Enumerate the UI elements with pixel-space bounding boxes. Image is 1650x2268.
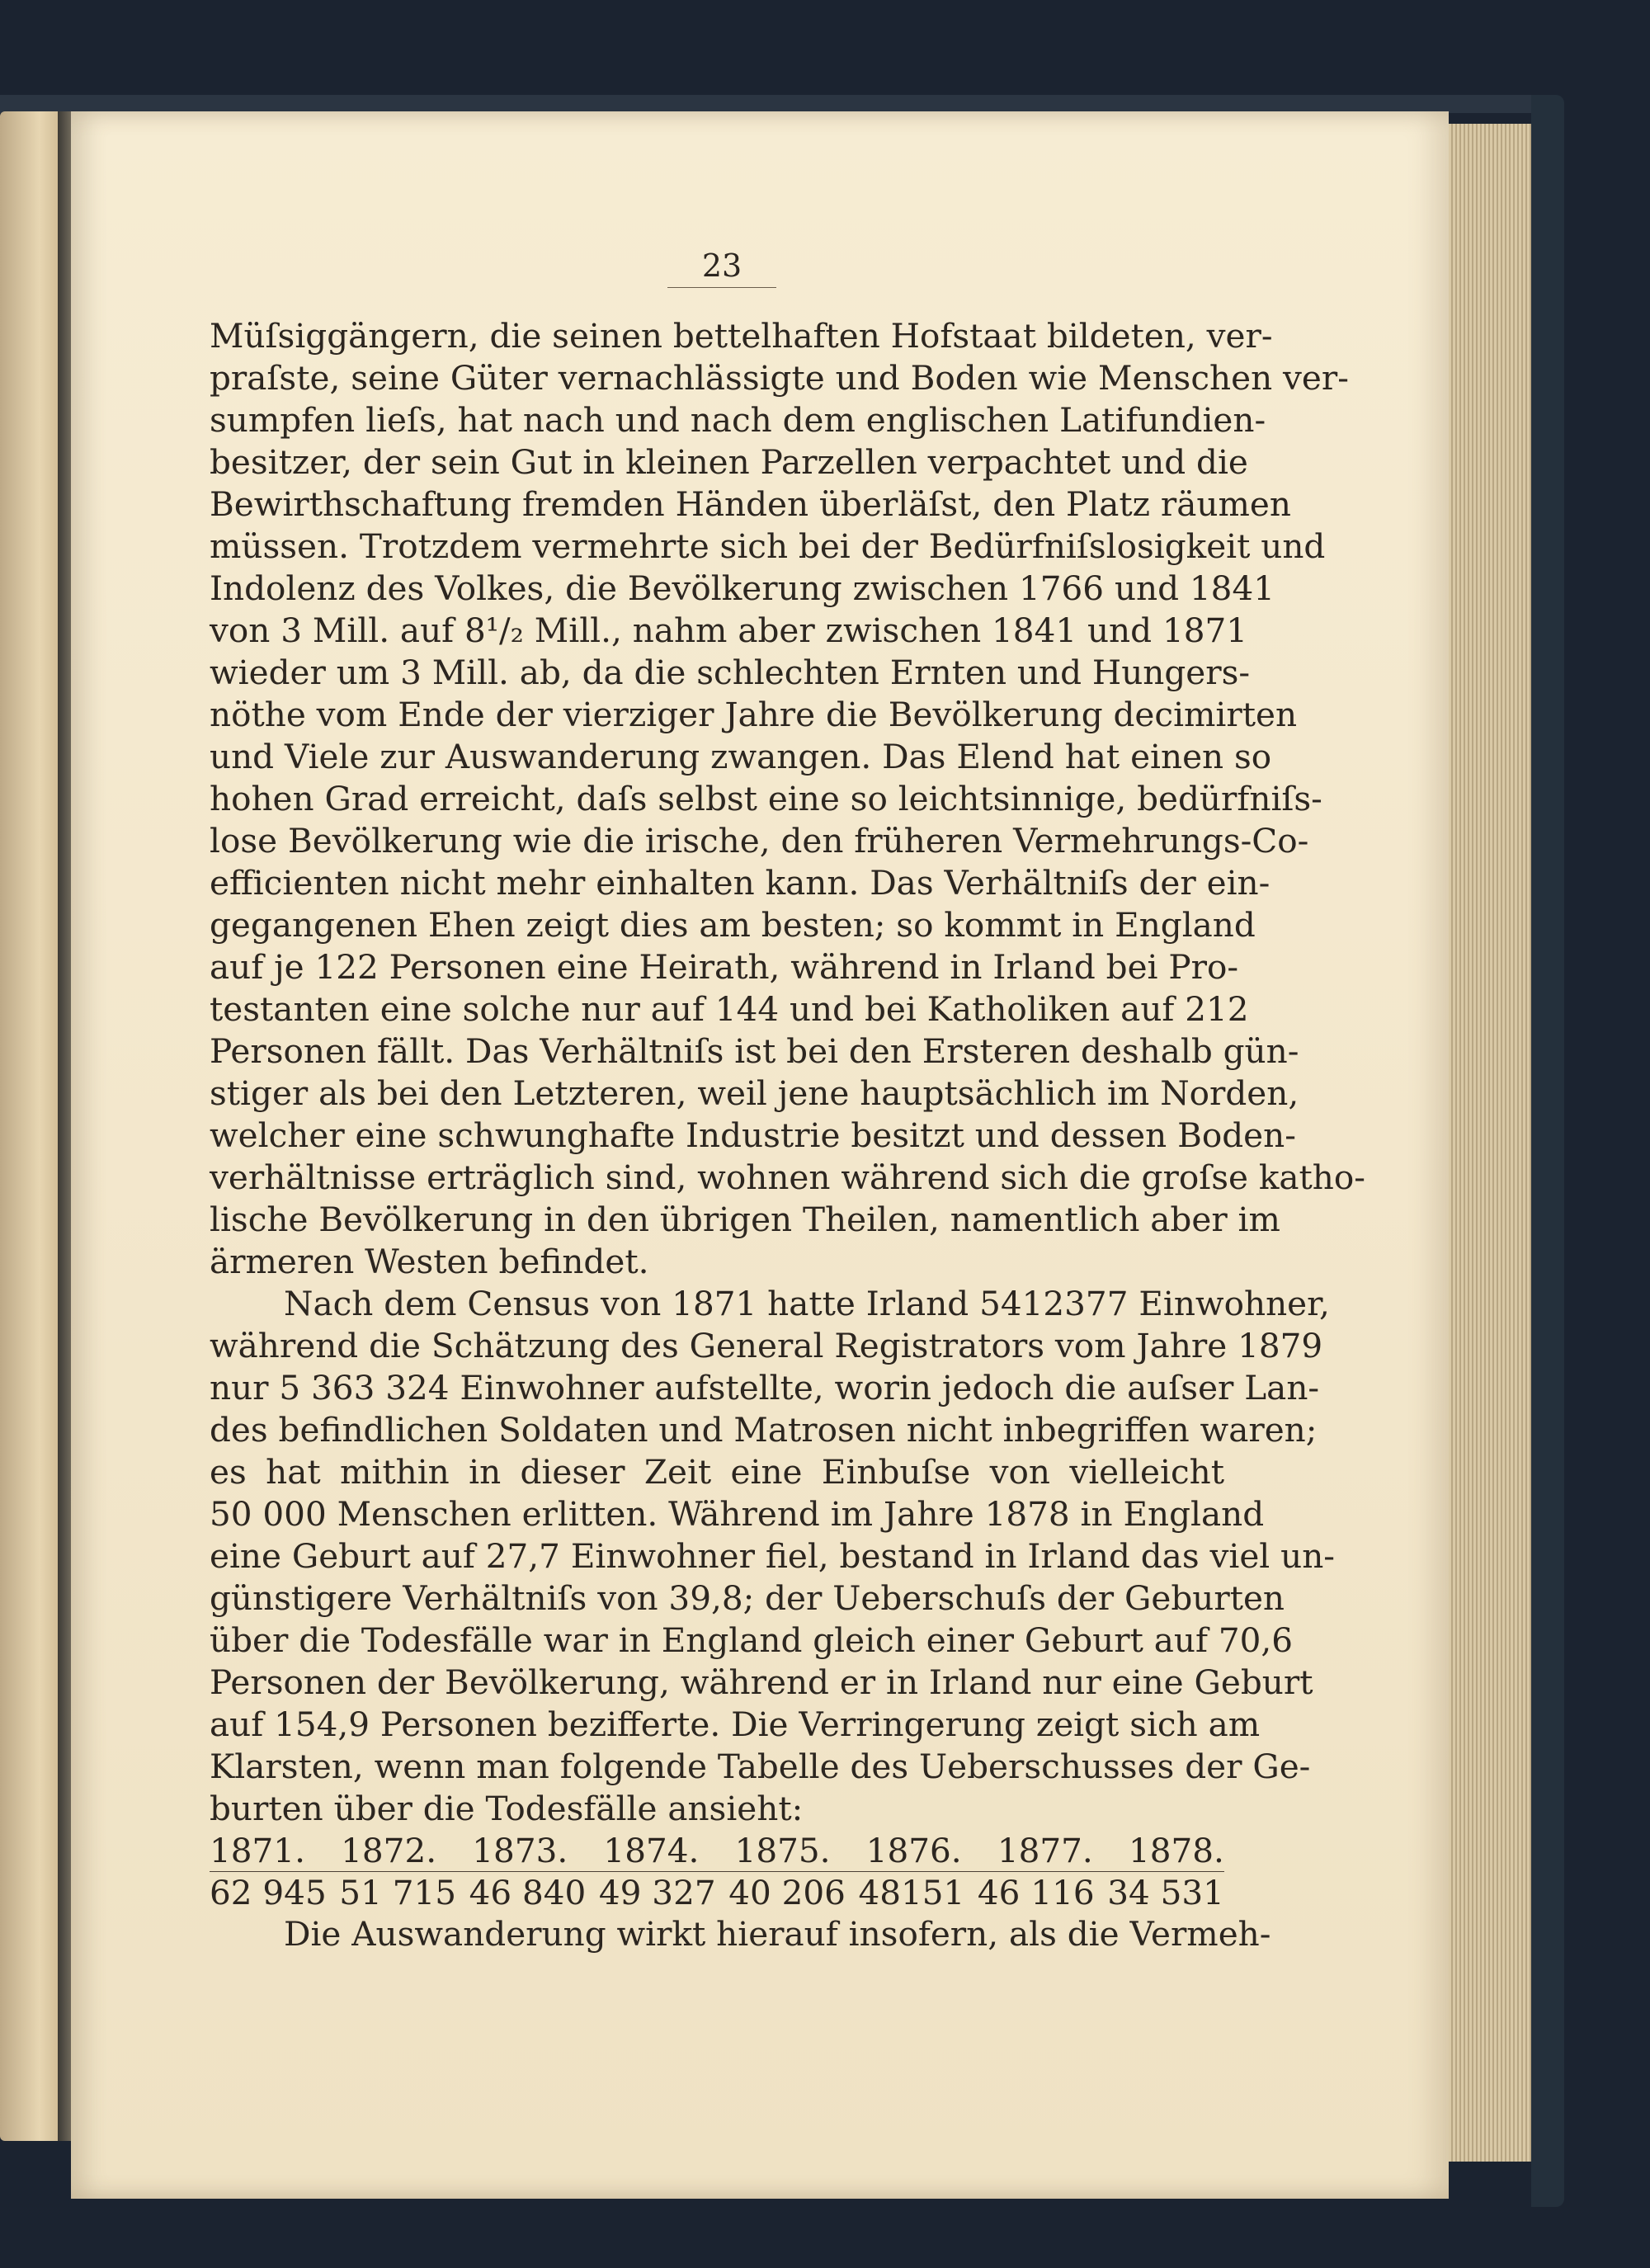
table-year-row xyxy=(210,1830,1224,1872)
text-line: welcher eine schwunghafte Industrie besitzt und dessen Boden- xyxy=(210,1115,1296,1155)
table-year-cell: 1877. xyxy=(997,1831,1093,1870)
text-line: Bewirthschaftung fremden Händen überläſst, den Platz räumen xyxy=(210,484,1291,524)
table-value-cell: 49 327 xyxy=(598,1873,716,1912)
text-line: ärmeren Westen befindet. xyxy=(210,1242,649,1281)
text-line: es hat mithin in dieser Zeit eine Einbuſse von vielleicht xyxy=(210,1452,1224,1492)
text-line: Personen der Bevölkerung, während er in Irland nur eine Geburt xyxy=(210,1662,1313,1702)
table-year-cell: 1871. xyxy=(210,1831,305,1870)
text-line: während die Schätzung des General Registrators vom Jahre 1879 xyxy=(210,1326,1323,1365)
table-value-cell: 48151 xyxy=(858,1873,965,1912)
table-year-cell: 1873. xyxy=(472,1831,568,1870)
table-year-cell: 1878. xyxy=(1128,1831,1224,1870)
table-value-cell: 40 206 xyxy=(728,1873,846,1912)
text-line: über die Todesfälle war in England gleich einer Geburt auf 70,6 xyxy=(210,1620,1294,1660)
paragraph-2 xyxy=(210,1283,1335,1830)
text-line: nöthe vom Ende der vierziger Jahre die Bevölkerung decimirten xyxy=(210,695,1298,734)
page-number: 23 xyxy=(667,248,776,288)
text-line: lische Bevölkerung in den übrigen Theilen, namentlich aber im xyxy=(210,1200,1280,1239)
text-line: auf 154,9 Personen bezifferte. Die Verringerung zeigt sich am xyxy=(210,1705,1261,1744)
text-line: Klarsten, wenn man folgende Tabelle des Ueberschusses der Ge- xyxy=(210,1747,1311,1786)
text-line: von 3 Mill. auf 8¹/₂ Mill., nahm aber zwischen 1841 und 1871 xyxy=(210,611,1248,650)
page-text xyxy=(210,315,1365,1955)
text-line: stiger als bei den Letzteren, weil jene hauptsächlich im Norden, xyxy=(210,1073,1299,1113)
table-value-cell: 46 116 xyxy=(977,1873,1095,1912)
text-line: Personen fällt. Das Verhältniſs ist bei den Ersteren deshalb gün- xyxy=(210,1031,1299,1071)
text-line: Müſsiggängern, die seinen bettelhaften Hofstaat bildeten, ver- xyxy=(210,316,1273,356)
text-line: verhältnisse erträglich sind, wohnen während sich die groſse katho- xyxy=(210,1158,1365,1197)
table-value-cell: 34 531 xyxy=(1107,1873,1224,1912)
table-year-cell: 1875. xyxy=(734,1831,831,1870)
text-line: praſste, seine Güter vernachlässigte und Boden wie Menschen ver- xyxy=(210,358,1349,398)
book-cover-right xyxy=(1531,95,1564,2207)
paragraph-1 xyxy=(210,315,1365,1283)
text-line: lose Bevölkerung wie die irische, den früheren Vermehrungs-Co- xyxy=(210,821,1309,861)
text-line: sumpfen lieſs, hat nach und nach dem englischen Latifundien- xyxy=(210,400,1266,440)
trailing-line: Die Auswanderung wirkt hierauf insofern, als die Vermeh- xyxy=(284,1914,1271,1954)
births-surplus-table xyxy=(210,1830,1224,1913)
text-line: gegangenen Ehen zeigt dies am besten; so kommt in England xyxy=(210,905,1256,945)
page-number-container xyxy=(660,248,784,288)
text-line: 50 000 Menschen erlitten. Während im Jahre 1878 in England xyxy=(210,1494,1265,1534)
text-line: des befindlichen Soldaten und Matrosen nicht inbegriffen waren; xyxy=(210,1410,1318,1450)
text-line: burten über die Todesfälle ansieht: xyxy=(210,1789,804,1828)
left-page-edge xyxy=(0,111,66,2141)
text-line: auf je 122 Personen eine Heirath, während in Irland bei Pro- xyxy=(210,947,1239,987)
table-year-cell: 1872. xyxy=(341,1831,437,1870)
text-line: wieder um 3 Mill. ab, da die schlechten Ernten und Hungers- xyxy=(210,653,1251,692)
table-year-cell: 1876. xyxy=(865,1831,962,1870)
text-line: müssen. Trotzdem vermehrte sich bei der Bedürfniſslosigkeit und xyxy=(210,526,1326,566)
table-year-cell: 1874. xyxy=(603,1831,700,1870)
table-value-cell: 46 840 xyxy=(469,1873,587,1912)
book-cover-top xyxy=(0,95,1551,113)
text-line: besitzer, der sein Gut in kleinen Parzellen verpachtet und die xyxy=(210,442,1248,482)
table-value-cell: 62 945 xyxy=(210,1873,327,1912)
page-stack-edge xyxy=(1449,124,1534,2162)
text-line: eine Geburt auf 27,7 Einwohner fiel, bestand in Irland das viel un- xyxy=(210,1536,1335,1576)
table-value-row xyxy=(210,1872,1224,1913)
text-line: hohen Grad erreicht, daſs selbst eine so leichtsinnige, bedürfniſs- xyxy=(210,779,1322,818)
text-line: nur 5 363 324 Einwohner aufstellte, worin jedoch die auſser Lan- xyxy=(210,1368,1320,1407)
text-line: Indolenz des Volkes, die Bevölkerung zwischen 1766 und 1841 xyxy=(210,568,1275,608)
text-line: testanten eine solche nur auf 144 und bei Katholiken auf 212 xyxy=(210,989,1249,1029)
table-value-cell: 51 715 xyxy=(339,1873,457,1912)
text-line: und Viele zur Auswanderung zwangen. Das Elend hat einen so xyxy=(210,737,1272,776)
text-line: günstigere Verhältniſs von 39,8; der Ueberschuſs der Geburten xyxy=(210,1578,1285,1618)
text-line: efficienten nicht mehr einhalten kann. Das Verhältniſs der ein- xyxy=(210,863,1270,903)
text-line: Nach dem Census von 1871 hatte Irland 5412377 Einwohner, xyxy=(284,1284,1330,1323)
